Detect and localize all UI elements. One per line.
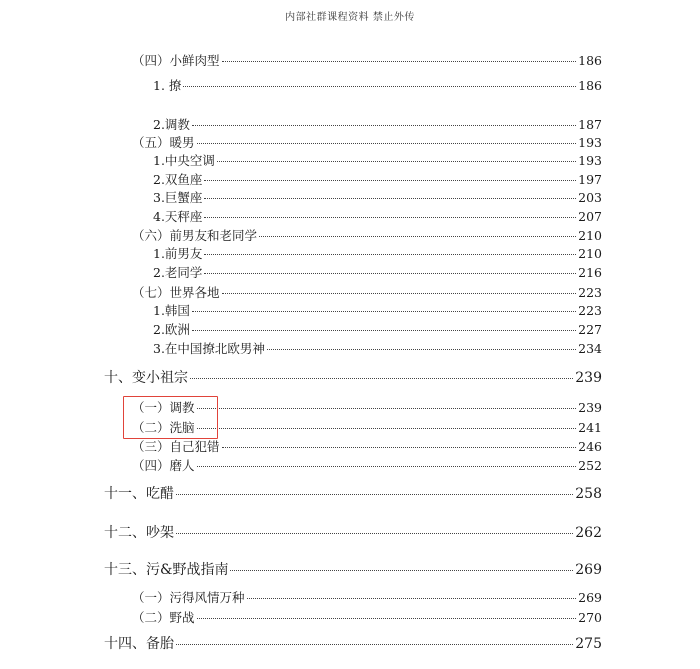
toc-entry[interactable]: [153, 155, 602, 168]
dot-leader: [197, 408, 577, 409]
dot-leader: [192, 125, 576, 126]
toc-entry-page: 262: [575, 525, 602, 541]
dot-leader: [217, 161, 576, 162]
dot-leader: [192, 311, 576, 312]
toc-entry-page: 216: [578, 265, 602, 280]
toc-entry-label: 2.欧洲: [153, 322, 190, 337]
toc-entry-page: 210: [578, 246, 602, 261]
dot-leader: [192, 330, 576, 331]
toc-chapter[interactable]: [104, 371, 602, 385]
toc-entry[interactable]: [132, 460, 602, 473]
dot-leader: [230, 570, 573, 571]
toc-chapter[interactable]: [104, 487, 602, 501]
toc-entry[interactable]: [153, 248, 602, 261]
toc-entry[interactable]: [153, 211, 602, 224]
toc-entry-page: 275: [575, 636, 602, 652]
toc-entry-label: （四）小鲜肉型: [132, 53, 220, 68]
toc-entry[interactable]: [153, 192, 602, 205]
toc-entry-label: （二）洗脑: [132, 420, 195, 435]
toc-entry-label: 1.韩国: [153, 303, 190, 318]
toc-entry-page: 258: [575, 486, 602, 502]
toc-entry-page: 223: [578, 303, 602, 318]
toc-entry[interactable]: [153, 267, 602, 280]
toc-entry[interactable]: [153, 305, 602, 318]
dot-leader: [197, 466, 577, 467]
toc-entry-label: （六）前男友和老同学: [132, 228, 258, 243]
toc-entry-page: 197: [578, 172, 602, 187]
toc-entry-page: 223: [578, 285, 602, 300]
toc-entry[interactable]: [153, 119, 602, 132]
toc-entry-label: （七）世界各地: [132, 285, 220, 300]
toc-entry-label: 2.双鱼座: [153, 172, 203, 187]
dot-leader: [222, 447, 577, 448]
dot-leader: [204, 254, 576, 255]
highlight-box: [123, 396, 218, 439]
dot-leader: [204, 217, 576, 218]
dot-leader: [176, 494, 573, 495]
dot-leader: [204, 273, 576, 274]
toc-entry-page: 269: [578, 590, 602, 605]
dot-leader: [247, 598, 577, 599]
dot-leader: [222, 293, 577, 294]
toc-entry-label: （三）自己犯错: [132, 439, 220, 454]
toc-entry-label: （一）调教: [132, 400, 195, 415]
toc-entry-label: 十二、吵架: [104, 525, 174, 541]
toc-entry-page: 270: [578, 610, 602, 625]
toc-entry[interactable]: [153, 174, 602, 187]
toc-entry-page: 187: [578, 117, 602, 132]
toc-entry-label: 2.老同学: [153, 265, 203, 280]
dot-leader: [197, 143, 577, 144]
toc-entry-label: 4.天秤座: [153, 209, 203, 224]
toc-entry-label: 1.前男友: [153, 246, 203, 261]
toc-entry[interactable]: [132, 592, 602, 605]
toc-entry[interactable]: [132, 441, 602, 454]
toc-entry-page: 227: [578, 322, 602, 337]
toc-entry-page: 246: [578, 439, 602, 454]
toc-entry-page: 203: [578, 190, 602, 205]
toc-entry-label: 2.调教: [153, 117, 190, 132]
toc-entry[interactable]: [132, 230, 602, 243]
toc-entry-label: 1. 撩: [153, 78, 182, 93]
dot-leader: [176, 644, 573, 645]
toc-entry-label: （四）磨人: [132, 458, 195, 473]
toc-entry-page: 241: [578, 420, 602, 435]
dot-leader: [183, 86, 576, 87]
page-header: 内部社群课程资料 禁止外传: [285, 12, 415, 23]
toc-chapter[interactable]: [104, 637, 602, 651]
toc-entry[interactable]: [153, 343, 602, 356]
toc-entry[interactable]: [153, 324, 602, 337]
toc-entry-label: （一）污得风情万种: [132, 590, 245, 605]
dot-leader: [190, 378, 573, 379]
toc-entry-label: 3.巨蟹座: [153, 190, 203, 205]
toc-entry-page: 193: [578, 153, 602, 168]
toc-entry-page: 186: [578, 53, 602, 68]
dot-leader: [259, 236, 576, 237]
toc-entry-page: 239: [578, 400, 602, 415]
toc-chapter[interactable]: [104, 563, 602, 577]
toc-entry-label: 十四、备胎: [104, 636, 174, 652]
toc-entry[interactable]: [132, 287, 602, 300]
toc-entry-page: 269: [575, 562, 602, 578]
toc-chapter[interactable]: [104, 526, 602, 540]
dot-leader: [222, 61, 577, 62]
dot-leader: [197, 618, 577, 619]
toc-entry-page: 186: [578, 78, 602, 93]
toc-entry-page: 252: [578, 458, 602, 473]
dot-leader: [197, 428, 577, 429]
toc-entry-page: 234: [578, 341, 602, 356]
dot-leader: [176, 533, 573, 534]
dot-leader: [267, 349, 576, 350]
dot-leader: [204, 198, 576, 199]
toc-entry-page: 210: [578, 228, 602, 243]
toc-entry-page: 193: [578, 135, 602, 150]
toc-entry-label: （二）野战: [132, 610, 195, 625]
dot-leader: [204, 180, 576, 181]
toc-entry[interactable]: [153, 80, 602, 93]
toc-entry[interactable]: [132, 55, 602, 68]
toc-entry-label: 3.在中国撩北欧男神: [153, 341, 265, 356]
toc-entry-label: 1.中央空调: [153, 153, 215, 168]
toc-entry-label: （五）暖男: [132, 135, 195, 150]
toc-entry-label: 十一、吃醋: [104, 486, 174, 502]
toc-entry-label: 十三、污&野战指南: [104, 562, 229, 578]
toc-entry-page: 207: [578, 209, 602, 224]
toc-entry[interactable]: [132, 612, 602, 625]
toc-entry-page: 239: [575, 370, 602, 386]
toc-entry-label: 十、变小祖宗: [104, 370, 188, 386]
toc-entry[interactable]: [132, 137, 602, 150]
